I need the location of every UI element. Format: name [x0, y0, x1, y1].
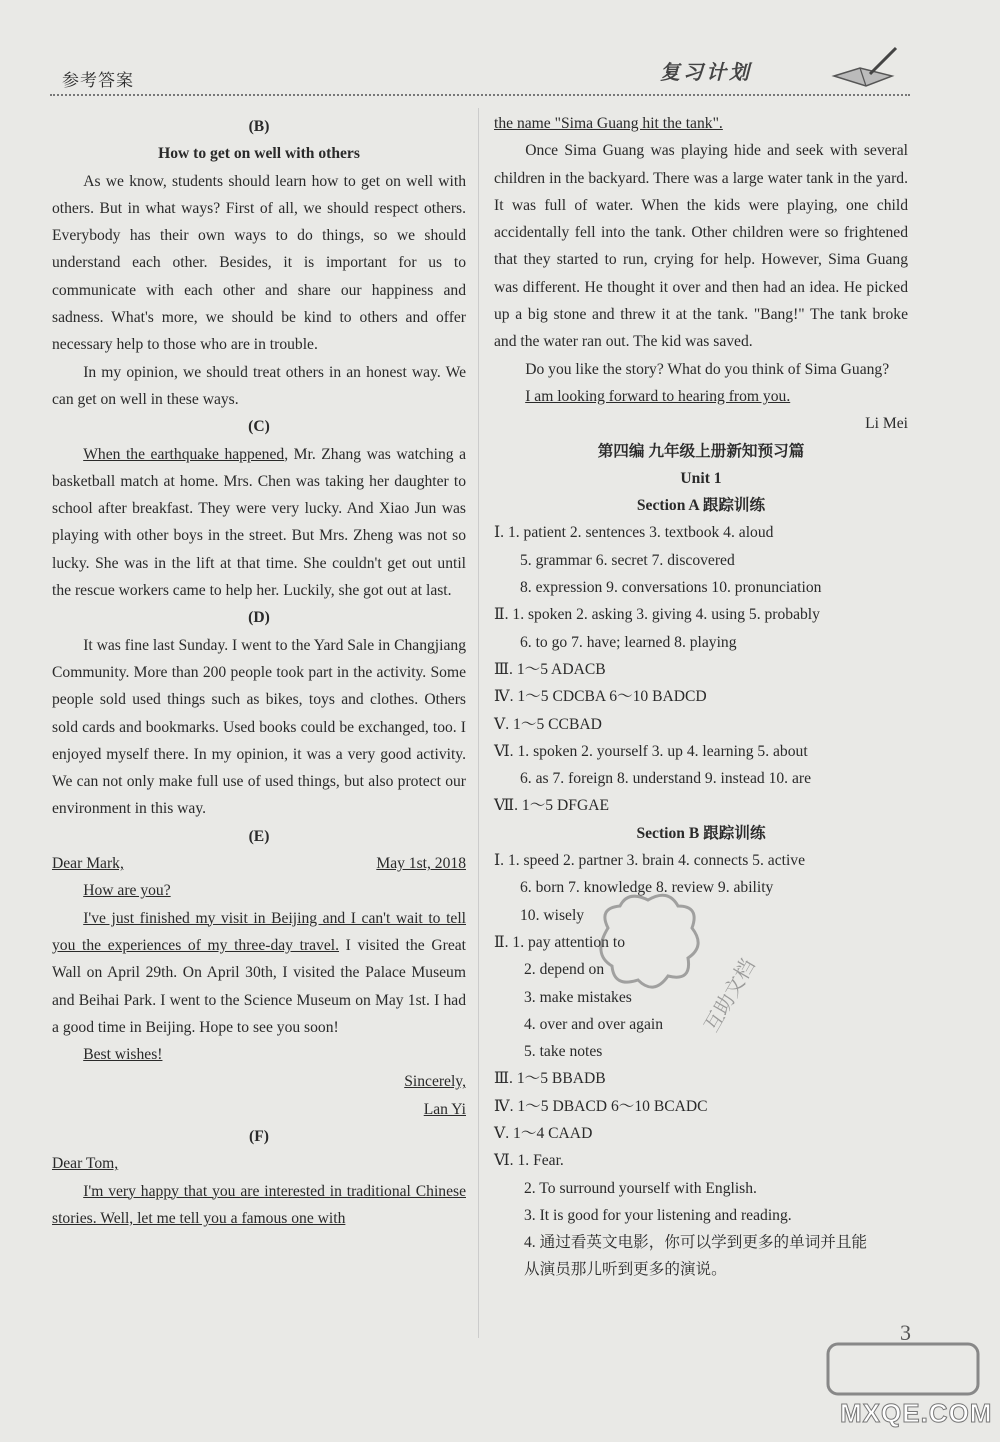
letter-e-signature: Lan Yi [423, 1100, 466, 1118]
header-section-label: 参考答案 [62, 71, 134, 90]
answer-line: 3. make mistakes [524, 988, 632, 1006]
answer-line: 10. wisely [520, 906, 585, 924]
letter-e-text: I visited the Great Wall on April 29th. On April 30th, I visited the Palace Museum and Beihai Park. I went to the Science Museum on May 1st. I had a good time in Beijing. Hope to see you soon! [52, 936, 466, 1036]
answer-line: Ⅱ. 1. spoken 2. asking 3. giving 4. using 5. probably [494, 606, 820, 624]
answer-line: Ⅱ. 1. pay attention to [494, 933, 625, 951]
letter-e-body [52, 905, 466, 1041]
section-a-title: Section A 跟踪训练 [636, 497, 766, 515]
letter-e-date: May 1st, 2018 [376, 855, 466, 873]
answer-line: Ⅶ. 1～5 DFGAE [494, 797, 609, 815]
part-title: 第四编 九年级上册新知预习篇 [597, 442, 805, 460]
letter-f-paragraph-4: I am looking forward to hearing from you. [525, 387, 791, 405]
answer-line: 6. born 7. knowledge 8. review 9. ability [520, 879, 774, 897]
watermark-text: MXQE.COM [840, 1398, 993, 1428]
answer-line: 4. 通过看英文电影，你可以学到更多的单词并且能 [524, 1234, 868, 1252]
answer-line: Ⅵ. 1. Fear. [494, 1152, 564, 1170]
answer-line: Ⅵ. 1. spoken 2. yourself 3. up 4. learning 5. about [494, 742, 808, 760]
letter-f-paragraph-1: I'm very happy that you are interested in traditional Chinese stories. Well, let me tell you a famous one with [52, 1182, 466, 1227]
letter-e-closing: Sincerely, [404, 1073, 466, 1091]
answer-line: 6. as 7. foreign 8. understand 9. instead 10. are [520, 770, 812, 788]
answer-line: 4. over and over again [524, 1015, 663, 1033]
section-c-underlined: When the earthquake happened [83, 445, 285, 463]
answer-line: Ⅲ. 1～5 ADACB [494, 660, 606, 678]
section-c-paragraph [52, 441, 466, 605]
answer-line: 6. to go 7. have; learned 8. playing [520, 633, 737, 651]
section-f-label: (F) [249, 1127, 269, 1145]
book-pen-icon [830, 46, 900, 90]
answer-line: 3. It is good for your listening and reading. [524, 1206, 792, 1224]
answer-line: 2. depend on [524, 961, 605, 979]
right-column [494, 110, 908, 1284]
letter-f-salutation: Dear Tom, [52, 1155, 119, 1173]
section-d-label: (D) [248, 609, 270, 627]
answer-line: Ⅰ. 1. speed 2. partner 3. brain 4. connects 5. active [494, 852, 805, 870]
section-b-title: How to get on well with others [158, 145, 360, 163]
section-c-text: , Mr. Zhang was watching a basketball match at home. Mrs. Chen was taking her daughter to school after breakfast. They were very lucky. And Xiao Jun was playing with other boys in the street. But Mrs. Zheng was not so lucky. She was in the lift at that time. She couldn't get out until the rescue workers came to help her. Luckily, she got out at last. [52, 445, 467, 600]
answer-line: 从演员那儿听到更多的演说。 [524, 1261, 727, 1279]
section-b-paragraph-1: As we know, students should learn how to get on well with others. But in what ways? First of all, we should respect others. Everybody has their own ways to do things, so we should understand each other. Besides, it is important for us to communicate with each other and share our happiness and sadness. What's more, we should be kind to others and offer necessary help to those who are in trouble. [52, 172, 466, 354]
section-b-label: (B) [248, 118, 270, 135]
answer-line: 5. grammar 6. secret 7. discovered [520, 551, 735, 569]
column-divider [478, 108, 479, 1338]
cloud-stamp-icon [588, 888, 708, 998]
letter-f-paragraph-2: Once Sima Guang was playing hide and seek with several children in the backyard. There was a large water tank in the yard. It was full of water. When the kids were playing, one child accidentally fell into the tank. Other children were so frightened that they started to run, crying for help. However, Sima Guang was different. He thought it over and then had an idea. He picked up a big stone and threw it at the tank. "Bang!" The tank broke and the water ran out. The kid was saved. [494, 142, 908, 351]
answer-line: 5. take notes [524, 1043, 603, 1061]
letter-f-signature: Li Mei [865, 415, 908, 433]
section-c-label: (C) [248, 418, 270, 436]
header-brand: 复习计划 [660, 62, 752, 84]
answer-line: Ⅴ. 1～4 CAAD [494, 1124, 593, 1142]
left-column [52, 113, 466, 1232]
answer-line: 2. To surround yourself with English. [524, 1179, 757, 1197]
answer-line: Ⅰ. 1. patient 2. sentences 3. textbook 4. aloud [494, 524, 774, 542]
letter-e-greeting: How are you? [83, 882, 171, 900]
answer-line: Ⅴ. 1～5 CCBAD [494, 715, 602, 733]
answer-line: Ⅲ. 1～5 BBADB [494, 1070, 606, 1088]
answer-line: Ⅳ. 1～5 DBACD 6～10 BCADC [494, 1097, 708, 1115]
letter-e-wishes: Best wishes! [83, 1046, 163, 1064]
page-number: 3 [900, 1320, 911, 1345]
answer-line: 8. expression 9. conversations 10. pronunciation [520, 579, 822, 597]
section-d-paragraph: It was fine last Sunday. I went to the Yard Sale in Changjiang Community. More than 200 people took part in the activity. Some people sold used things such as bikes, toys and clothes. Others sold cards and bookmarks. Used books could be exchanged, too. I enjoyed myself there. In my opinion, it was a very good activity. We can not only make full use of used things, but also protect our environment in this way. [52, 636, 466, 818]
letter-f-continued: the name "Sima Guang hit the tank". [494, 115, 723, 132]
letter-e-salutation: Dear Mark, [52, 855, 124, 873]
stamp-text: 互助文档 [700, 955, 760, 1036]
section-b-answers-title: Section B 跟踪训练 [636, 824, 766, 842]
letter-e-underlined: I've just finished my visit in Beijing and I can't wait to tell you the experiences of my three-day travel. [52, 909, 466, 954]
header-divider [50, 94, 910, 96]
section-b-paragraph-2: In my opinion, we should treat others in an honest way. We can get on well in these ways. [52, 363, 466, 408]
answer-line: Ⅳ. 1～5 CDCBA 6～10 BADCD [494, 688, 707, 706]
section-e-label: (E) [248, 827, 270, 845]
letter-f-paragraph-3: Do you like the story? What do you think of Sima Guang? [525, 360, 890, 378]
unit-title: Unit 1 [680, 469, 722, 487]
letter-e-header [52, 850, 466, 877]
